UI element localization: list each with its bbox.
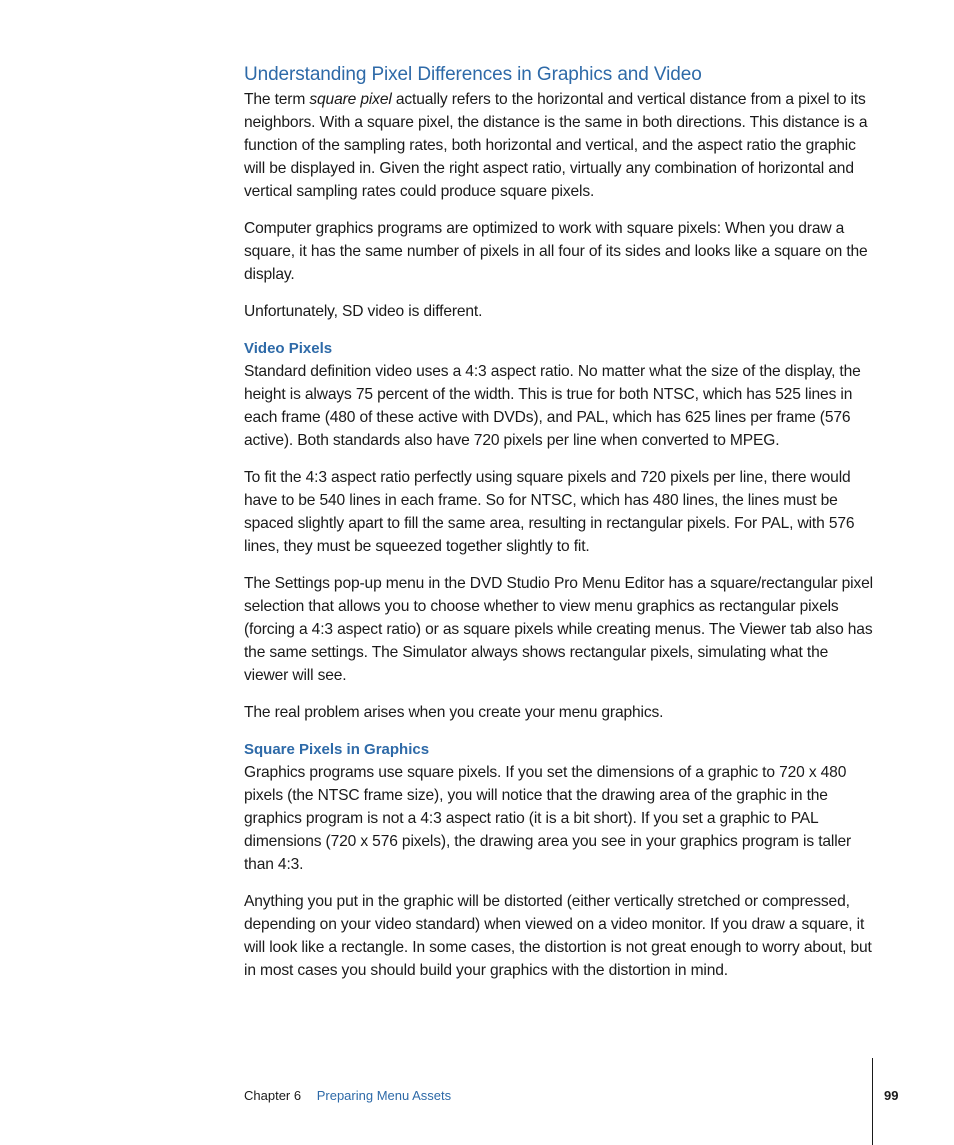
section-heading: Understanding Pixel Differences in Graphics and Video [244,64,702,85]
video-pixels-paragraph-4: The real problem arises when you create your menu graphics. [244,704,664,721]
intro-paragraph-1 [244,88,876,203]
intro-p1-text-b: actually refers to the horizontal and vertical distance from a pixel to its neighbors. With a square pixel, the distance is the same in both directions. This distance is a function of the sampling rates, both horizontal and vertical, and the aspect ratio the graphic will be displayed in. Given the right aspect ratio, virtually any combination of horizontal and vertical sampling rates could produce square pixels. [244,91,868,200]
intro-paragraph-2: Computer graphics programs are optimized to work with square pixels: When you draw a square, it has the same number of pixels in all four of its sides and looks like a square on the display. [244,220,868,283]
square-pixels-paragraph-1: Graphics programs use square pixels. If you set the dimensions of a graphic to 720 x 480 pixels (the NTSC frame size), you will notice that the drawing area of the graphic in the graphics program is not a 4:3 aspect ratio (it is a bit short). If you set a graphic to PAL dimensions (720 x 576 pixels), the drawing area you see in your graphics program is taller than 4:3. [244,764,852,873]
footer-chapter: Chapter 6 [244,1088,302,1103]
intro-paragraph-3: Unfortunately, SD video is different. [244,303,483,320]
video-pixels-heading: Video Pixels [244,340,333,357]
page-footer [244,1087,451,1105]
page-number: 99 [884,1088,899,1103]
square-pixels-paragraph-2: Anything you put in the graphic will be distorted (either vertically stretched or compressed, depending on your video standard) when viewed on a video monitor. If you draw a square, it will look like a rectangle. In some cases, the distortion is not great enough to worry about, but in most cases you should build your graphics with the distortion in mind. [244,893,872,979]
intro-p1-text-a: The term [244,91,310,108]
video-pixels-paragraph-3: The Settings pop-up menu in the DVD Studio Pro Menu Editor has a square/rectangular pixel selection that allows you to choose whether to view menu graphics as rectangular pixels (forcing a 4:3 aspect ratio) or as square pixels while creating menus. The Viewer tab also has the same settings. The Simulator always shows rectangular pixels, simulating what the viewer will see. [244,575,873,684]
square-pixels-heading: Square Pixels in Graphics [244,741,430,758]
page-content [244,62,876,996]
video-pixels-paragraph-2: To fit the 4:3 aspect ratio perfectly using square pixels and 720 pixels per line, there would have to be 540 lines in each frame. So for NTSC, which has 480 lines, the lines must be spaced slightly apart to fill the same area, resulting in rectangular pixels. For PAL, with 576 lines, they must be squeezed together slightly to fit. [244,469,855,555]
footer-divider [872,1058,873,1145]
video-pixels-paragraph-1: Standard definition video uses a 4:3 aspect ratio. No matter what the size of the display, the height is always 75 percent of the width. This is true for both NTSC, which has 525 lines in each frame (480 of these active with DVDs), and PAL, which has 625 lines per frame (576 active). Both standards also have 720 pixels per line when converted to MPEG. [244,363,861,449]
footer-chapter-title: Preparing Menu Assets [316,1088,452,1103]
intro-p1-emphasis: square pixel [309,91,392,108]
